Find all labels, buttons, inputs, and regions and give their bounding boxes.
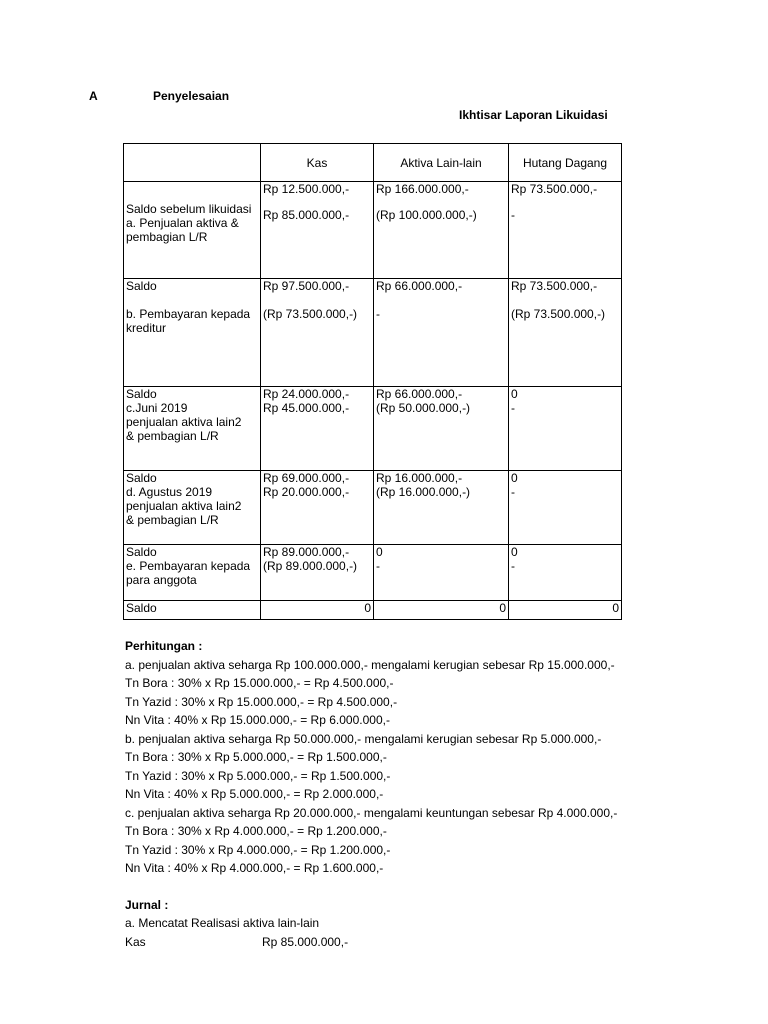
description-line: Saldo xyxy=(126,279,157,293)
calculation-line: Tn Bora : 30% x Rp 5.000.000,- = Rp 1.500.000,- xyxy=(125,750,387,764)
jurnal-amount: Rp 85.000.000,- xyxy=(262,934,349,949)
description-line: kreditur xyxy=(126,321,167,335)
aktiva-value: (Rp 50.000.000,-) xyxy=(376,401,471,415)
jurnal-entry-row xyxy=(125,933,621,952)
aktiva-value: (Rp 100.000.000,-) xyxy=(376,208,477,222)
header-empty-cell xyxy=(124,144,261,182)
calculation-line: Tn Bora : 30% x Rp 4.000.000,- = Rp 1.200.000,- xyxy=(125,824,387,838)
hutang-value: Rp 73.500.000,- xyxy=(511,182,598,196)
description-line: Saldo xyxy=(126,545,157,559)
aktiva-cell xyxy=(374,471,509,545)
calculation-line: Tn Yazid : 30% x Rp 4.000.000,- = Rp 1.200.000,- xyxy=(125,842,391,857)
hutang-value: - xyxy=(511,401,515,415)
kas-cell xyxy=(261,545,374,601)
aktiva-value: 0 xyxy=(376,545,383,559)
final-hutang: 0 xyxy=(509,601,622,620)
description-line: d. Agustus 2019 xyxy=(126,485,213,499)
description-line: penjualan aktiva lain2 xyxy=(126,499,242,513)
section-title: Penyelesaian xyxy=(153,89,230,103)
calculation-line: Nn Vita : 40% x Rp 4.000.000,- = Rp 1.600.000,- xyxy=(125,861,384,875)
description-line: b. Pembayaran kepada xyxy=(126,307,251,321)
description-line: penjualan aktiva lain2 xyxy=(126,415,242,429)
final-kas: 0 xyxy=(261,601,374,620)
calculation-line: b. penjualan aktiva seharga Rp 50.000.000,- mengalami kerugian sebesar Rp 5.000.000,- xyxy=(125,731,602,746)
hutang-value: - xyxy=(511,559,515,573)
table-row xyxy=(124,387,622,471)
description-line: a. Penjualan aktiva & xyxy=(126,216,239,230)
row-description xyxy=(124,182,261,279)
kas-value: Rp 20.000.000,- xyxy=(263,485,350,499)
hutang-value: 0 xyxy=(511,471,518,485)
row-description xyxy=(124,545,261,601)
column-header-hutang: Hutang Dagang xyxy=(509,144,622,182)
hutang-value: 0 xyxy=(511,387,518,401)
kas-cell xyxy=(261,387,374,471)
row-description xyxy=(124,387,261,471)
hutang-cell xyxy=(509,387,622,471)
aktiva-cell xyxy=(374,545,509,601)
table-row-final-saldo xyxy=(124,601,622,620)
hutang-value: (Rp 73.500.000,-) xyxy=(511,307,606,321)
description-line: c.Juni 2019 xyxy=(126,401,188,415)
kas-cell xyxy=(261,471,374,545)
hutang-value: - xyxy=(511,208,515,222)
hutang-cell xyxy=(509,545,622,601)
final-aktiva: 0 xyxy=(374,601,509,620)
description-line: & pembagian L/R xyxy=(126,513,219,527)
kas-value: Rp 97.500.000,- xyxy=(263,279,350,293)
jurnal-account: Kas xyxy=(125,934,146,949)
jurnal-item: a. Mencatat Realisasi aktiva lain-lain xyxy=(125,916,320,930)
column-header-aktiva: Aktiva Lain-lain xyxy=(374,144,509,182)
description-line: e. Pembayaran kepada xyxy=(126,559,251,573)
hutang-value: 0 xyxy=(511,545,518,559)
description-line: pembagian L/R xyxy=(126,230,208,244)
calculation-line: Nn Vita : 40% x Rp 5.000.000,- = Rp 2.000.000,- xyxy=(125,787,384,801)
description-line: Saldo sebelum likuidasi xyxy=(126,202,252,216)
description-line: & pembagian L/R xyxy=(126,429,219,443)
row-description xyxy=(124,279,261,387)
hutang-value: - xyxy=(511,485,515,499)
calculation-line: c. penjualan aktiva seharga Rp 20.000.000,- mengalami keuntungan sebesar Rp 4.000.000,- xyxy=(125,805,618,820)
calculation-line: Nn Vita : 40% x Rp 15.000.000,- = Rp 6.000.000,- xyxy=(125,713,390,727)
aktiva-value: - xyxy=(376,307,380,321)
kas-value: Rp 12.500.000,- xyxy=(263,182,350,196)
aktiva-value: - xyxy=(376,559,380,573)
description-line: para anggota xyxy=(126,573,197,587)
aktiva-cell xyxy=(374,182,509,279)
kas-value: Rp 69.000.000,- xyxy=(263,471,350,485)
hutang-cell xyxy=(509,471,622,545)
section-letter: A xyxy=(89,89,98,103)
hutang-value: Rp 73.500.000,- xyxy=(511,279,598,293)
calculation-section xyxy=(125,637,621,951)
column-header-kas: Kas xyxy=(261,144,374,182)
final-saldo-label: Saldo xyxy=(124,601,261,620)
kas-value: Rp 89.000.000,- xyxy=(263,545,350,559)
aktiva-value: Rp 166.000.000,- xyxy=(376,182,469,196)
report-title: Ikhtisar Laporan Likuidasi xyxy=(459,108,608,122)
kas-value: (Rp 89.000.000,-) xyxy=(263,559,358,573)
hutang-cell xyxy=(509,182,622,279)
aktiva-value: Rp 66.000.000,- xyxy=(376,387,463,401)
kas-value: Rp 85.000.000,- xyxy=(263,208,350,222)
table-header-row xyxy=(124,144,622,182)
kas-value: Rp 24.000.000,- xyxy=(263,387,350,401)
table-row xyxy=(124,279,622,387)
kas-cell xyxy=(261,182,374,279)
perhitungan-title: Perhitungan : xyxy=(125,639,203,653)
row-description xyxy=(124,471,261,545)
aktiva-value: (Rp 16.000.000,-) xyxy=(376,485,471,499)
table-row xyxy=(124,471,622,545)
liquidation-table xyxy=(123,143,622,620)
calculation-line: a. penjualan aktiva seharga Rp 100.000.000,- mengalami kerugian sebesar Rp 15.000.000,- xyxy=(125,657,615,672)
table-row xyxy=(124,182,622,279)
kas-cell xyxy=(261,279,374,387)
table-row xyxy=(124,545,622,601)
hutang-cell xyxy=(509,279,622,387)
aktiva-cell xyxy=(374,387,509,471)
calculation-line: Tn Yazid : 30% x Rp 5.000.000,- = Rp 1.500.000,- xyxy=(125,768,391,783)
aktiva-value: Rp 16.000.000,- xyxy=(376,471,463,485)
aktiva-cell xyxy=(374,279,509,387)
calculation-line: Tn Yazid : 30% x Rp 15.000.000,- = Rp 4.500.000,- xyxy=(125,694,398,709)
aktiva-value: Rp 66.000.000,- xyxy=(376,279,463,293)
kas-value: (Rp 73.500.000,-) xyxy=(263,307,358,321)
description-line: Saldo xyxy=(126,387,157,401)
kas-value: Rp 45.000.000,- xyxy=(263,401,350,415)
jurnal-title: Jurnal : xyxy=(125,897,169,912)
calculation-line: Tn Bora : 30% x Rp 15.000.000,- = Rp 4.500.000,- xyxy=(125,676,394,690)
description-line: Saldo xyxy=(126,471,157,485)
